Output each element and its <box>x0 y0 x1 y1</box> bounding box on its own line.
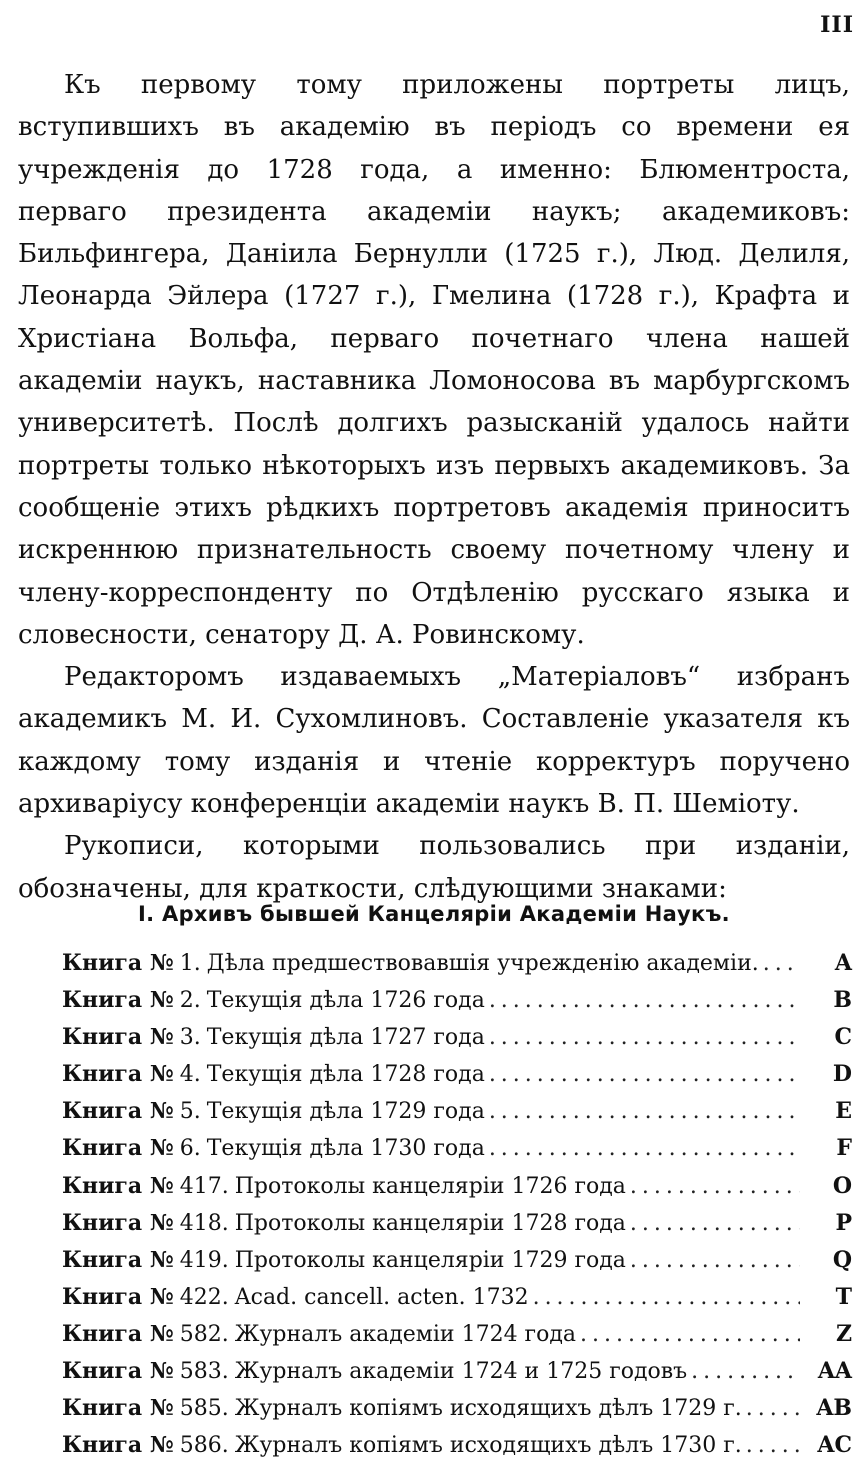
entry-code: AA <box>817 1358 852 1385</box>
manuscript-list <box>62 950 852 1469</box>
paragraph: Рукописи, которыми пользовались при изданіи, обозначены, для краткости, слѣдующими знаками: <box>18 831 850 904</box>
entry-description: Текущія дѣла 1728 года <box>206 1062 485 1088</box>
dot-leader <box>489 1025 800 1050</box>
entry-code: Q <box>832 1246 852 1273</box>
entry-description: Журналъ копіямъ исходящихъ дѣлъ 1730 г. <box>234 1433 742 1459</box>
entry-description: Протоколы канцеляріи 1728 года <box>234 1210 626 1236</box>
entry-number: 585. <box>179 1396 229 1422</box>
entry-description: Журналъ академіи 1724 и 1725 годовъ <box>234 1359 688 1385</box>
entry-book-label: Книга № <box>62 1358 174 1385</box>
list-item <box>62 1395 852 1432</box>
paragraph: Къ первому тому приложены портреты лицъ, вступившихъ въ академію въ періодъ со времени ея учрежденія до 1728 года, а именно: Блюментроста, перваго президента академіи наукъ; академиковъ: Бильфингера, Даніила Бернулли (1725 г.), Люд. Делиля, Леонарда Эйлера (1727 г.), Гмелина (1728 г.), Крафта и Христіана Вольфа, перваго почетнаго члена нашей академіи наукъ, наставника Ломоносова въ марбургскомъ университетѣ. Послѣ долгихъ разысканій удалось найти портреты только нѣкоторыхъ изъ первыхъ академиковъ. За сообщеніе этихъ рѣдкихъ портретовъ академія приноситъ искреннюю признательность своему почетному члену и члену-корреспонденту по Отдѣленію русскаго языка и словесности, сенатору Д. А. Ровинскому. <box>18 70 850 650</box>
entry-code: F <box>836 1135 852 1162</box>
list-item <box>62 1210 852 1247</box>
dot-leader <box>691 1359 800 1384</box>
entry-description: Дѣла предшествовавшія учрежденію академіи. <box>206 951 759 976</box>
entry-code: C <box>834 1024 852 1051</box>
list-item <box>62 1432 852 1469</box>
page-number: III <box>820 12 854 38</box>
entry-code: E <box>835 1098 852 1125</box>
dot-leader <box>746 1396 800 1421</box>
entry-book-label: Книга № <box>62 1283 174 1310</box>
entry-code: Z <box>835 1320 852 1347</box>
dot-leader <box>533 1285 800 1310</box>
entry-description: Журналъ копіямъ исходящихъ дѣлъ 1729 г. <box>234 1396 742 1422</box>
entry-book-label: Книга № <box>62 950 174 976</box>
entry-number: 5. <box>179 1099 201 1125</box>
dot-leader <box>630 1211 800 1236</box>
entry-number: 4. <box>179 1062 201 1088</box>
list-item <box>62 1098 852 1135</box>
entry-number: 582. <box>179 1321 229 1347</box>
entry-description: Acad. cancell. acten. 1732 <box>234 1284 529 1310</box>
entry-book-label: Книга № <box>62 1135 174 1162</box>
entry-code: P <box>835 1209 852 1236</box>
entry-number: 422. <box>179 1284 229 1310</box>
entry-book-label: Книга № <box>62 1395 174 1422</box>
entry-number: 3. <box>179 1025 201 1051</box>
entry-book-label: Книга № <box>62 1432 174 1459</box>
entry-description: Текущія дѣла 1727 года <box>206 1025 485 1051</box>
list-item <box>62 1321 852 1358</box>
entry-number: 419. <box>179 1247 229 1273</box>
dot-leader <box>489 1099 800 1124</box>
section-title: I. Архивъ бывшей Канцеляріи Академіи Наукъ. <box>138 902 730 926</box>
entry-description: Текущія дѣла 1729 года <box>206 1099 485 1125</box>
entry-number: 586. <box>179 1433 229 1459</box>
dot-leader <box>489 1136 800 1161</box>
entry-code: O <box>832 1172 852 1199</box>
entry-book-label: Книга № <box>62 1320 174 1347</box>
list-item <box>62 1247 852 1284</box>
list-item <box>62 1173 852 1210</box>
entry-book-label: Книга № <box>62 1098 174 1125</box>
entry-number: 6. <box>179 1136 201 1162</box>
entry-number: 418. <box>179 1210 229 1236</box>
entry-book-label: Книга № <box>62 1024 174 1051</box>
entry-code: A <box>834 950 852 976</box>
body-text <box>18 64 850 910</box>
dot-leader <box>489 988 800 1013</box>
entry-description: Протоколы канцеляріи 1729 года <box>234 1247 626 1273</box>
entry-book-label: Книга № <box>62 1061 174 1088</box>
entry-book-label: Книга № <box>62 987 174 1014</box>
dot-leader <box>580 1322 800 1347</box>
dot-leader <box>630 1248 800 1273</box>
entry-book-label: Книга № <box>62 1246 174 1273</box>
entry-number: 417. <box>179 1173 229 1199</box>
entry-code: AB <box>816 1395 852 1422</box>
entry-code: B <box>833 987 852 1014</box>
dot-leader <box>489 1062 800 1087</box>
list-item <box>62 1024 852 1061</box>
entry-code: T <box>835 1283 852 1310</box>
entry-number: 1. <box>179 951 201 976</box>
entry-code: D <box>832 1061 852 1088</box>
entry-number: 583. <box>179 1359 229 1385</box>
paragraph: Редакторомъ издаваемыхъ „Матеріаловъ“ избранъ академикъ М. И. Сухомлиновъ. Составленіе указателя къ каждому тому изданія и чтеніе корректуръ поручено архиваріусу конференціи академіи наукъ В. П. Шеміоту. <box>18 662 850 820</box>
entry-book-label: Книга № <box>62 1172 174 1199</box>
dot-leader <box>746 1433 800 1458</box>
entry-description: Текущія дѣла 1726 года <box>206 988 485 1014</box>
dot-leader <box>763 951 800 976</box>
entry-description: Текущія дѣла 1730 года <box>206 1136 485 1162</box>
entry-code: AC <box>817 1432 852 1459</box>
entry-number: 2. <box>179 988 201 1014</box>
list-item <box>62 1284 852 1321</box>
list-item <box>62 987 852 1024</box>
entry-description: Протоколы канцеляріи 1726 года <box>234 1173 626 1199</box>
dot-leader <box>630 1174 800 1199</box>
list-item <box>62 1061 852 1098</box>
list-item <box>62 950 852 987</box>
entry-description: Журналъ академіи 1724 года <box>234 1321 576 1347</box>
list-item <box>62 1135 852 1172</box>
list-item <box>62 1358 852 1395</box>
entry-book-label: Книга № <box>62 1209 174 1236</box>
